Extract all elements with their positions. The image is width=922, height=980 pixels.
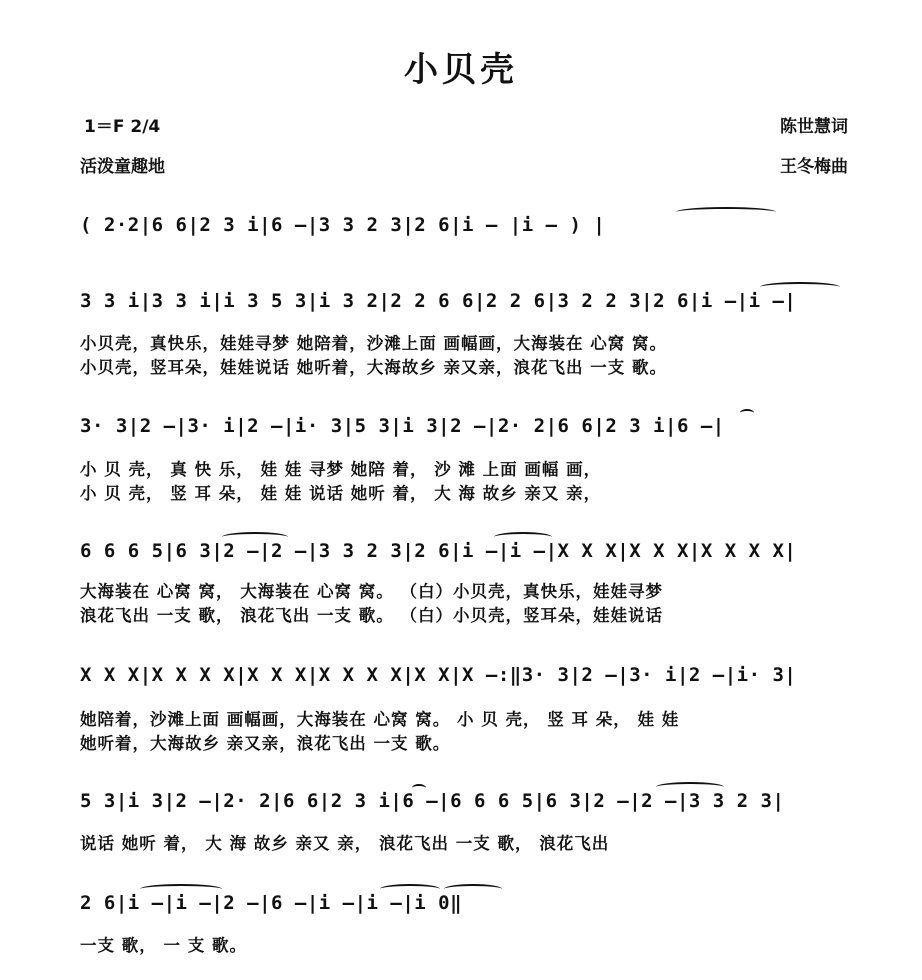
tie-mark [412,784,426,792]
lyric-line-3-verse-2: 小 贝 壳， 竖 耳 朵， 娃 娃 说话 她听 着， 大 海 故乡 亲又 亲， [80,484,602,503]
lyricist-credit: 陈世慧词 [780,117,848,137]
lyric-line-6-verse-1: 说话 她听 着， 大 海 故乡 亲又 亲， 浪花飞出 一支 歌， 浪花飞出 [80,834,610,853]
lyric-line-2-verse-1: 小贝壳，真快乐，娃娃寻梦 她陪着，沙滩上面 画幅画，大海装在 心窝 窝。 [80,334,667,353]
slur-mark [444,884,502,894]
tempo-marking: 活泼童趣地 [80,157,165,177]
slur-mark [656,782,724,792]
slur-mark [676,207,776,217]
score-line-4: 6 6 6 5|6 3|2 –|2 –|3 3 2 3|2 6|i –|i –|X X X|X X X|X X X X| [80,540,797,562]
lyric-line-3-verse-1: 小 贝 壳， 真 快 乐， 娃 娃 寻梦 她陪 着， 沙 滩 上面 画幅 画， [80,460,602,479]
lyric-line-5-verse-2: 她听着，大海故乡 亲又亲，浪花飞出 一支 歌。 [80,734,451,753]
slur-mark [760,282,840,292]
lyric-line-4-verse-2: 浪花飞出 一支 歌， 浪花飞出 一支 歌。 （白）小贝壳，竖耳朵，娃娃说话 [80,606,663,625]
slur-mark [222,532,288,542]
song-title: 小贝壳 [404,50,518,90]
score-line-2: 3 3 i|3 3 i|i 3 5 3|i 3 2|2 2 6 6|2 2 6|3 2 2 3|2 6|i –|i –| [80,290,797,312]
composer-credit: 王冬梅曲 [780,157,848,177]
key-signature: 1＝F 2/4 [84,117,161,137]
slur-mark [380,884,440,894]
score-line-7: 2 6|i –|i –|2 –|6 –|i –|i –|i 0‖ [80,892,463,914]
tie-mark [740,409,754,417]
lyric-line-5-verse-1: 她陪着，沙滩上面 画幅画，大海装在 心窝 窝。 小 贝 壳， 竖 耳 朵， 娃 娃 [80,710,680,729]
score-line-5: X X X|X X X X|X X X|X X X X|X X|X –:‖3· 3|2 –|3· i|2 –|i· 3| [80,664,797,686]
slur-mark [140,884,222,894]
lyric-line-4-verse-1: 大海装在 心窝 窝， 大海装在 心窝 窝。 （白）小贝壳，真快乐，娃娃寻梦 [80,582,663,601]
slur-mark [494,532,552,542]
lyric-line-2-verse-2: 小贝壳，竖耳朵，娃娃说话 她听着，大海故乡 亲又亲，浪花飞出 一支 歌。 [80,358,667,377]
score-line-1: ( 2·2|6 6|2 3 i|6 –|3 3 2 3|2 6|i – |i – ) | [80,214,606,236]
score-line-6: 5 3|i 3|2 –|2· 2|6 6|2 3 i|6 –|6 6 6 5|6 3|2 –|2 –|3 3 2 3| [80,790,785,812]
score-line-3: 3· 3|2 –|3· i|2 –|i· 3|5 3|i 3|2 –|2· 2|6 6|2 3 i|6 –| [80,415,725,437]
lyric-line-7-verse-1: 一支 歌， 一 支 歌。 [80,936,247,955]
